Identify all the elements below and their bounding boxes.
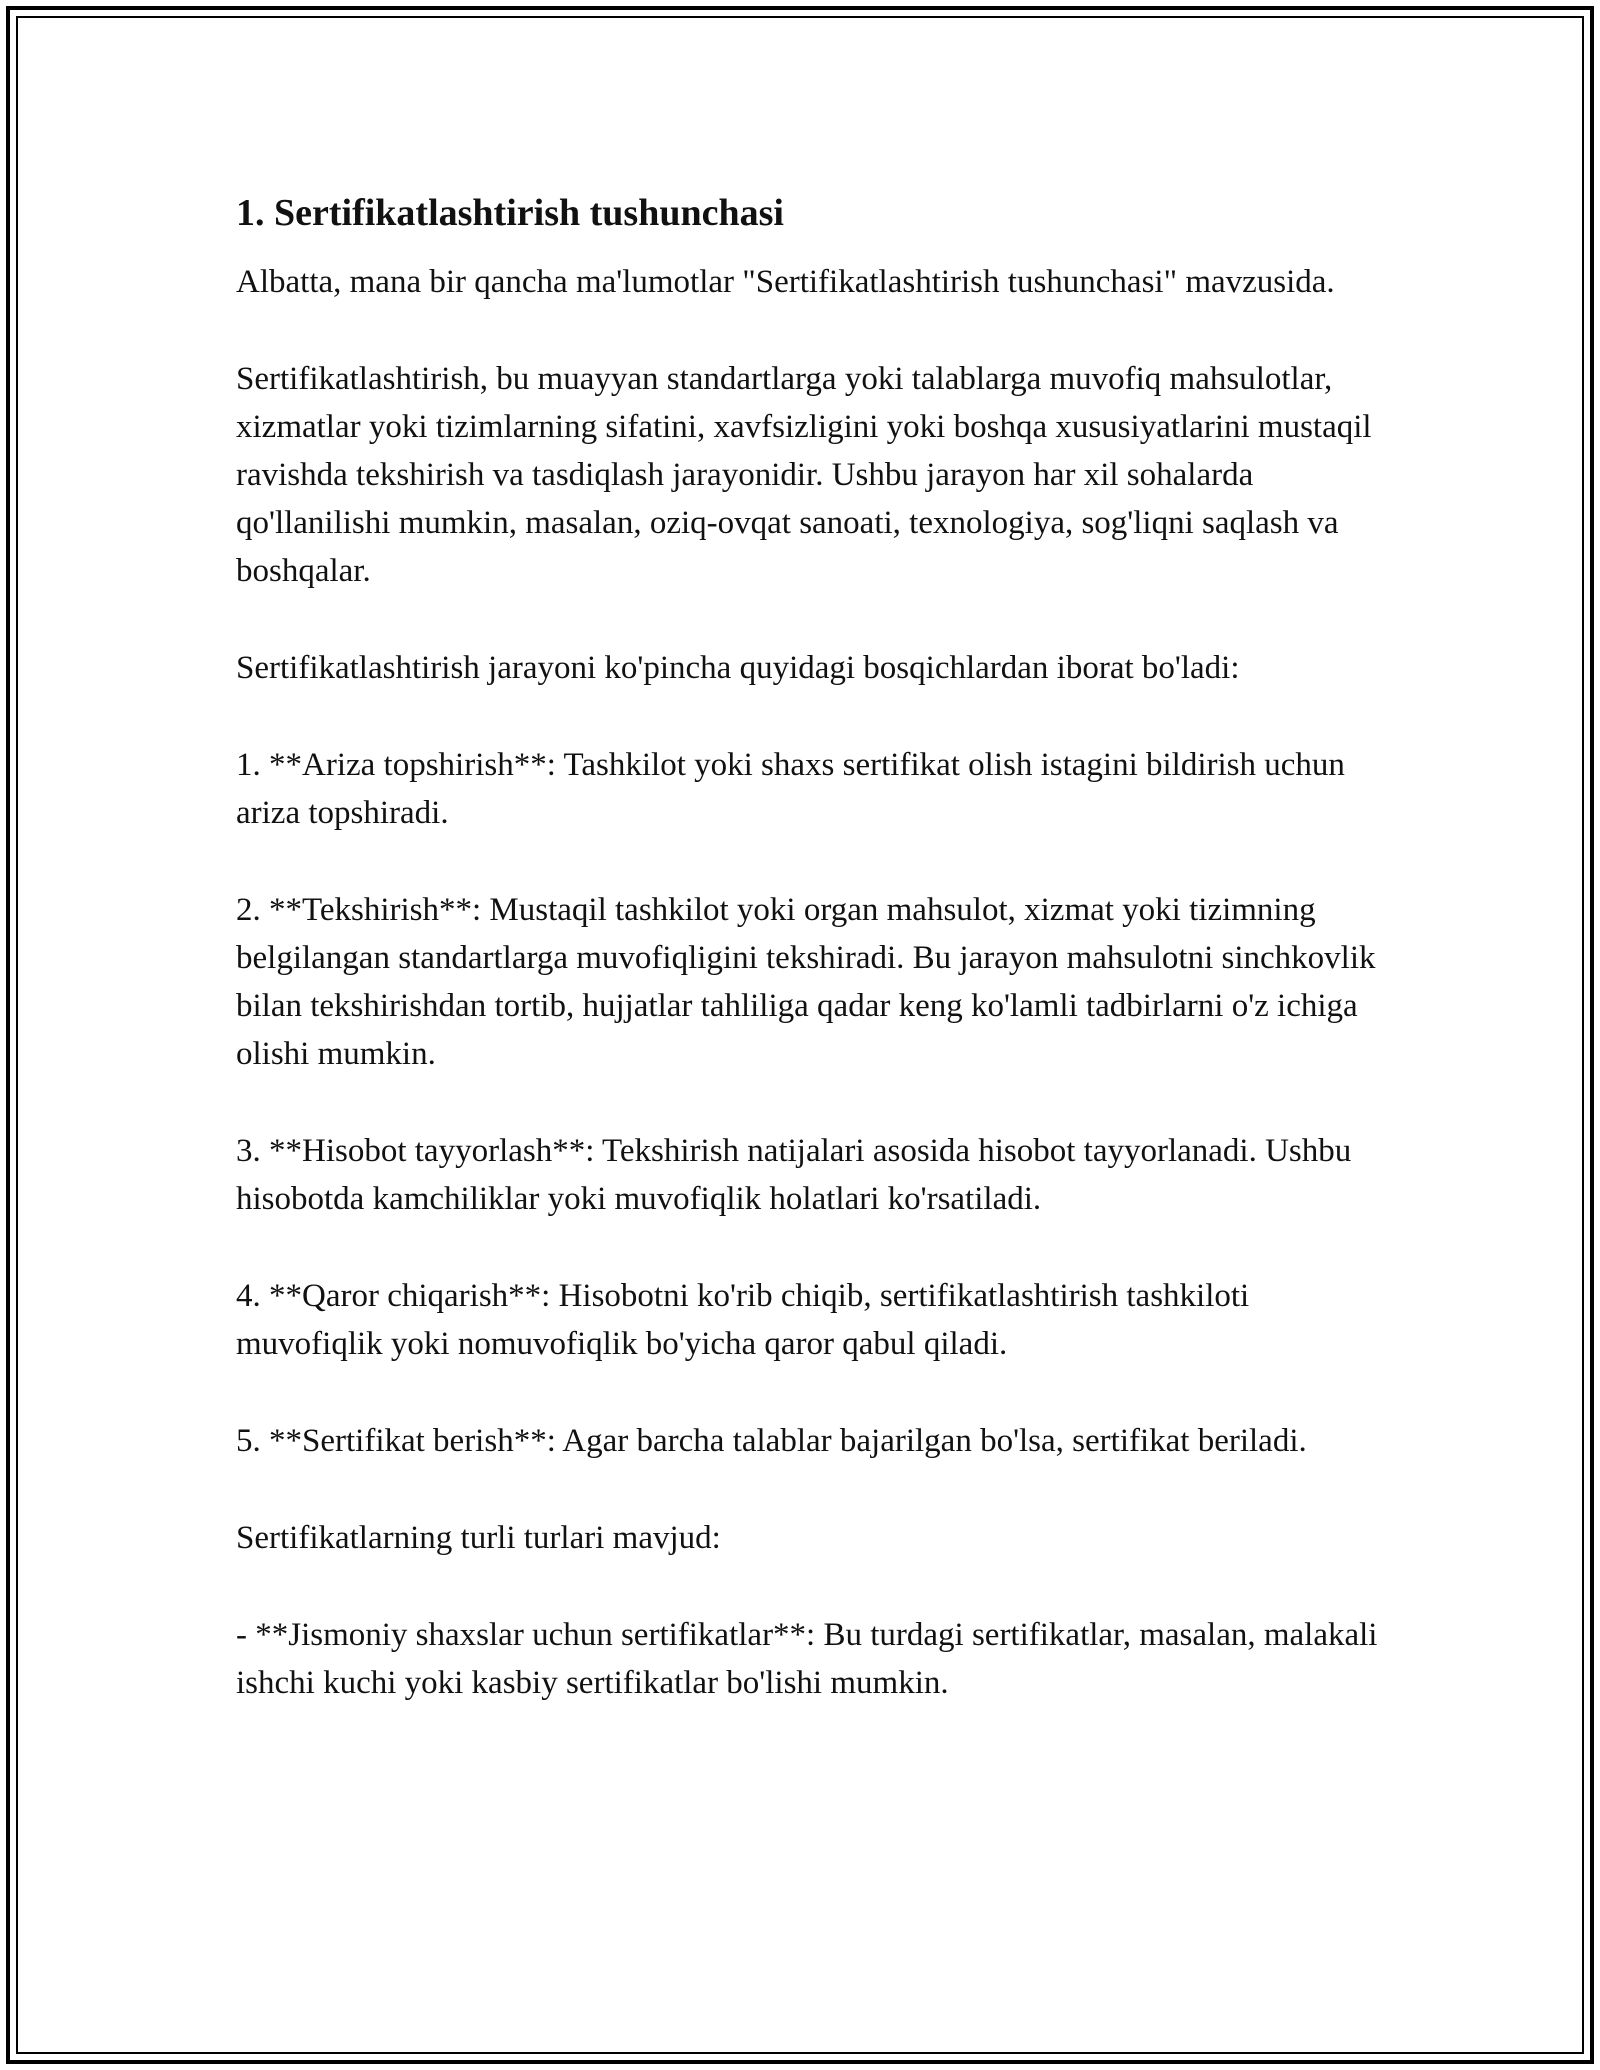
- list-item-step-5: 5. **Sertifikat berish**: Agar barcha talablar bajarilgan bo'lsa, sertifikat beriladi.: [236, 1423, 1307, 1459]
- paragraph-types-intro: Sertifikatlarning turli turlari mavjud:: [236, 1520, 721, 1556]
- list-item-type-1: - **Jismoniy shaxslar uchun sertifikatlar**: Bu turdagi sertifikatlar, masalan, malakali ishchi kuchi yoki kasbiy sertifikatlar bo'lishi mumkin.: [236, 1617, 1378, 1701]
- paragraph-steps-intro: Sertifikatlashtirish jarayoni ko'pincha quyidagi bosqichlardan iborat bo'ladi:: [236, 650, 1240, 686]
- list-item-step-3: 3. **Hisobot tayyorlash**: Tekshirish natijalari asosida hisobot tayyorlanadi. Ushbu hisobotda kamchiliklar yoki muvofiqlik holatlari ko'rsatiladi.: [236, 1133, 1352, 1217]
- paragraph-intro: Albatta, mana bir qancha ma'lumotlar "Sertifikatlashtirish tushunchasi" mavzusida.: [236, 264, 1335, 300]
- list-item-step-4: 4. **Qaror chiqarish**: Hisobotni ko'rib chiqib, sertifikatlashtirish tashkiloti muvofiqlik yoki nomuvofiqlik bo'yicha qaror qabul qiladi.: [236, 1278, 1250, 1362]
- list-item-step-1: 1. **Ariza topshirish**: Tashkilot yoki shaxs sertifikat olish istagini bildirish uchun ariza topshiradi.: [236, 747, 1345, 831]
- document-title: 1. Sertifikatlashtirish tushunchasi: [236, 192, 784, 234]
- document-page: [236, 186, 1396, 1756]
- paragraph-definition: Sertifikatlashtirish, bu muayyan standartlarga yoki talablarga muvofiq mahsulotlar, xizmatlar yoki tizimlarning sifatini, xavfsizligini yoki boshqa xususiyatlarini mustaqil ravishda tekshirish va tasdiqlash jarayonidir. Ushbu jarayon har xil sohalarda qo'llanilishi mumkin, masalan, oziq-ovqat sanoati, texnologiya, sog'liqni saqlash va boshqalar.: [236, 361, 1372, 589]
- list-item-step-2: 2. **Tekshirish**: Mustaqil tashkilot yoki organ mahsulot, xizmat yoki tizimning belgilangan standartlarga muvofiqligini tekshiradi. Bu jarayon mahsulotni sinchkovlik bilan tekshirishdan tortib, hujjatlar tahliliga qadar keng ko'lamli tadbirlarni o'z ichiga olishi mumkin.: [236, 892, 1376, 1072]
